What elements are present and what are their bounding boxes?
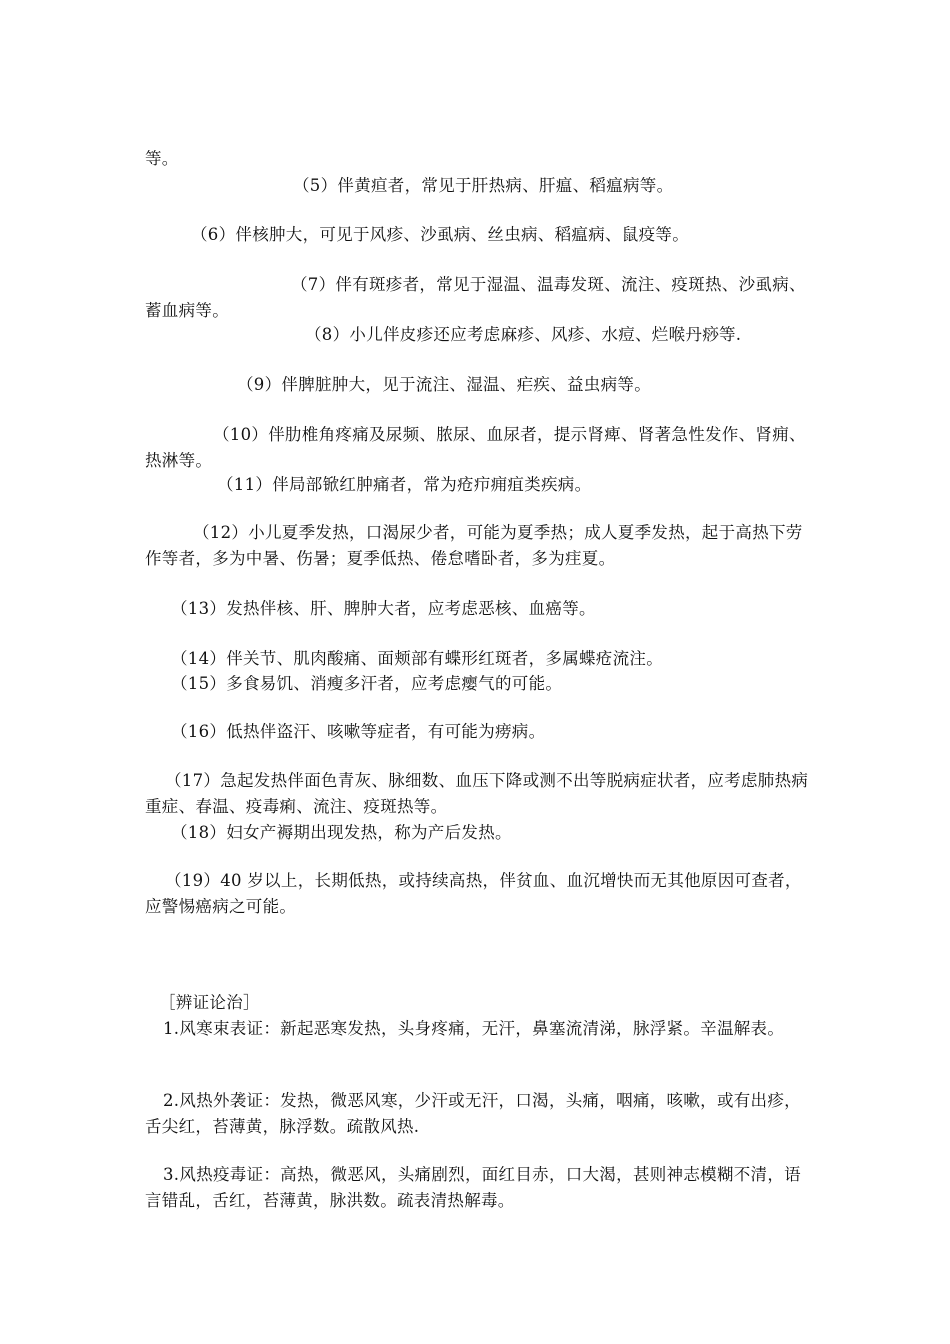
paragraph-item-13: （13）发热伴核、肝、脾肿大者，应考虑恶核、血癌等。 <box>171 599 596 618</box>
syndrome-1: 1.风寒束表证：新起恶寒发热，头身疼痛，无汗，鼻塞流清涕，脉浮紧。辛温解表。 <box>163 1019 785 1038</box>
paragraph-item-8: （8）小儿伴皮疹还应考虑麻疹、风疹、水痘、烂喉丹痧等. <box>305 325 742 344</box>
paragraph-item-7: （7）伴有斑疹者，常见于湿温、温毒发斑、流注、疫斑热、沙虱病、蓄血病等。 <box>145 275 806 320</box>
paragraph-item-12: （12）小儿夏季发热，口渴尿少者，可能为夏季热；成人夏季发热，起于高热下劳作等者，多为中暑、伤暑；夏季低热、倦怠嗜卧者，多为疰夏。 <box>145 523 803 568</box>
syndrome-3: 3.风热疫毒证：高热，微恶风，头痛剧烈，面红目赤，口大渴，甚则神志模糊不清，语言错乱，舌红，苔薄黄，脉洪数。疏表清热解毒。 <box>145 1165 801 1210</box>
paragraph-item-14: （14）伴关节、肌肉酸痛、面颊部有蝶形红斑者，多属蝶疮流注。 <box>171 649 663 668</box>
paragraph-item-9: （9）伴脾脏肿大，见于流注、湿温、疟疾、益虫病等。 <box>237 375 651 394</box>
paragraph-item-18: （18）妇女产褥期出现发热，称为产后发热。 <box>171 823 512 842</box>
paragraph-item-6: （6）伴核肿大，可见于风疹、沙虱病、丝虫病、稻瘟病、鼠疫等。 <box>191 225 689 244</box>
paragraph-item-15: （15）多食易饥、消瘦多汗者，应考虑瘿气的可能。 <box>171 674 563 693</box>
syndrome-2: 2.风热外袭证：发热，微恶风寒，少汗或无汗，口渴，头痛，咽痛，咳嗽，或有出疹，舌尖红，苔薄黄，脉浮数。疏散风热. <box>145 1091 801 1136</box>
paragraph-item-16: （16）低热伴盗汗、咳嗽等症者，有可能为痨病。 <box>171 722 546 741</box>
section-heading: ［辨证论治］ <box>159 993 260 1012</box>
paragraph-item-17: （17）急起发热伴面色青灰、脉细数、血压下降或测不出等脱病症状者，应考虑肺热病重症、春温、疫毒痢、流注、疫斑热等。 <box>145 771 809 816</box>
paragraph-item-10: （10）伴肋椎角疼痛及尿频、脓尿、血尿者，提示肾痺、肾著急性发作、肾痈、热淋等。 <box>145 425 806 470</box>
paragraph-item-19: （19）40 岁以上，长期低热，或持续高热，伴贫血、血沉增快而无其他原因可查者，应警惕癌病之可能。 <box>145 871 802 916</box>
paragraph-item-5: （5）伴黄疸者，常见于肝热病、肝瘟、稻瘟病等。 <box>293 176 674 195</box>
paragraph-item-11: （11）伴局部锨红肿痛者，常为疮疖痈疽类疾病。 <box>217 475 592 494</box>
paragraph-continuation: 等。 <box>145 149 179 168</box>
